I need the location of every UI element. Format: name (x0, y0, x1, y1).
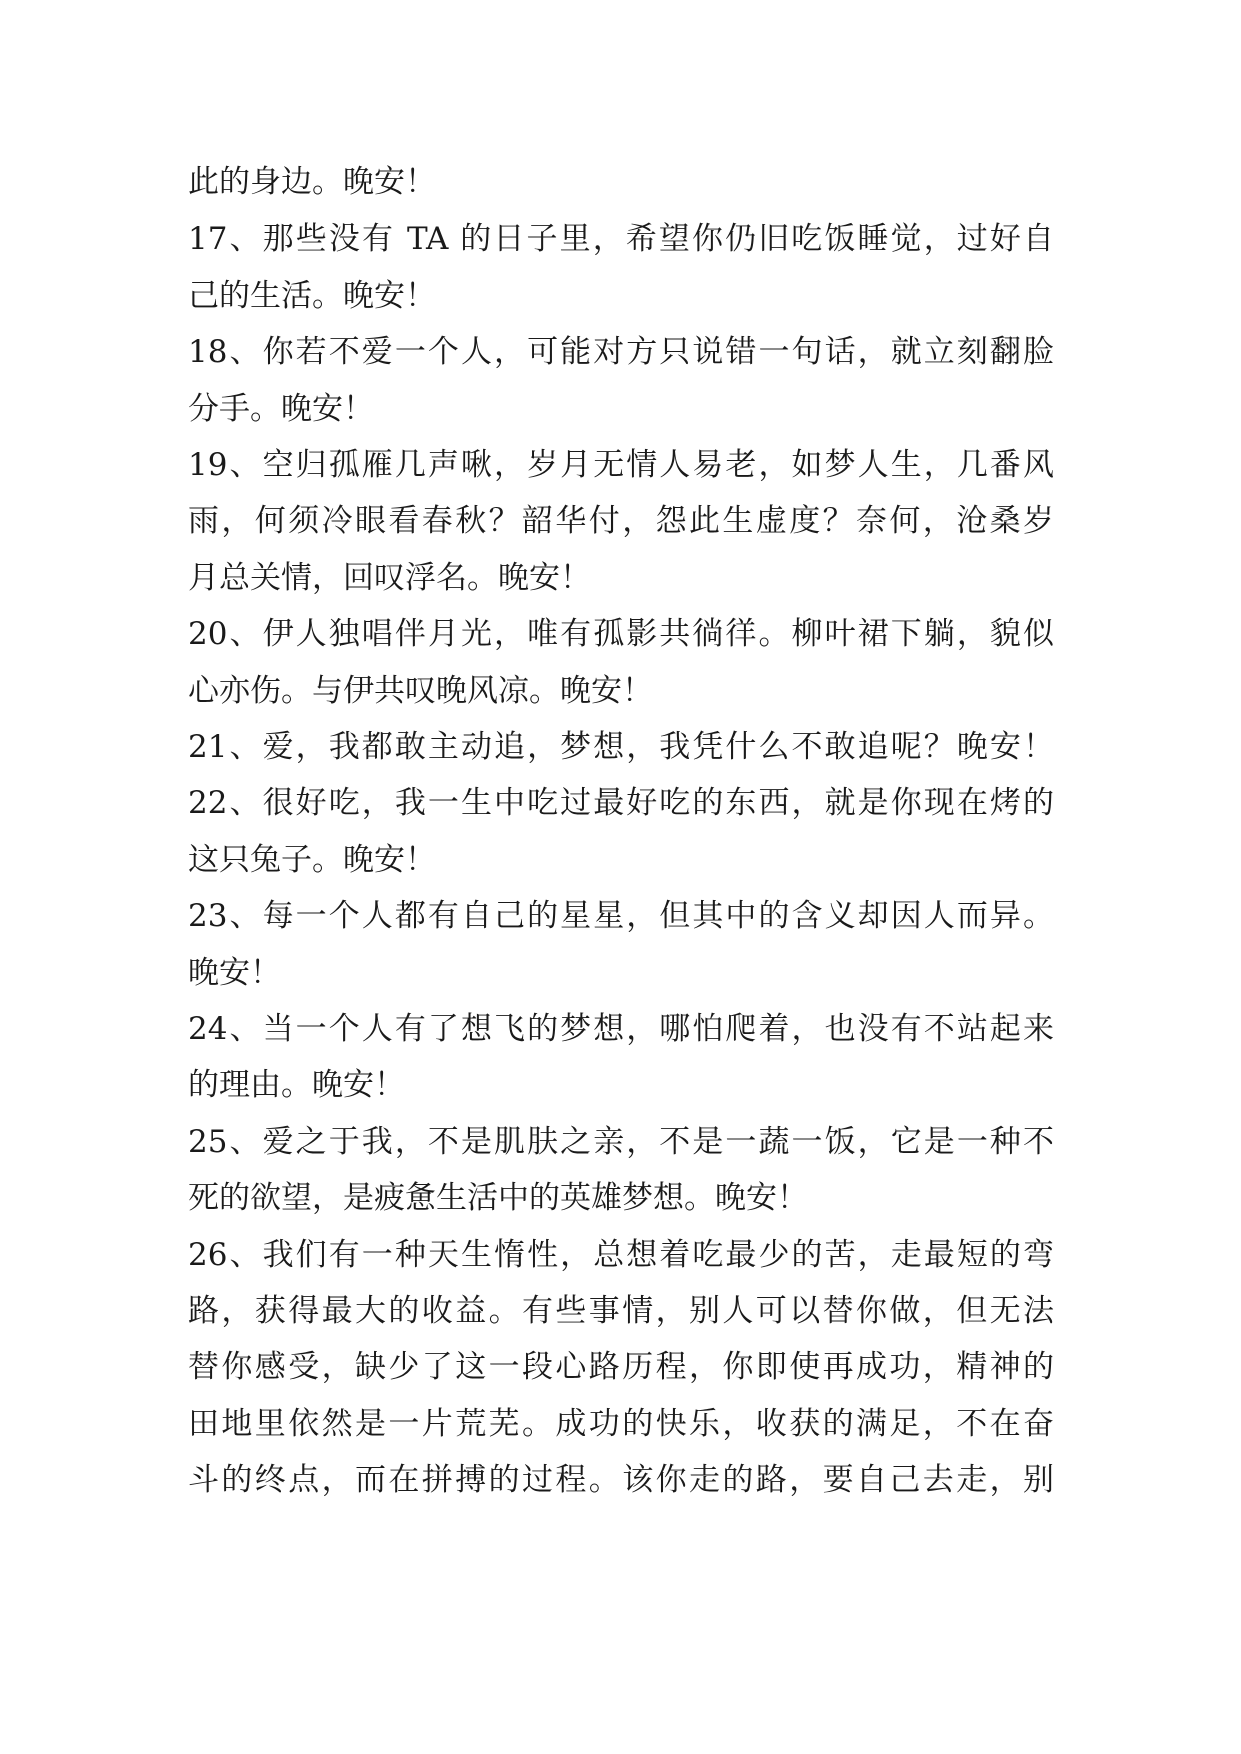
text-line: 月总关情，回叹浮名。晚安！ (188, 560, 591, 596)
text-line: 此的身边。晚安！ (188, 164, 436, 200)
text-line: 26、我们有一种天生惰性，总想着吃最少的苦，走最短的弯 (188, 1237, 1054, 1273)
text-line: 23、每一个人都有自己的星星，但其中的含义却因人而异。 (188, 898, 1054, 934)
text-line: 替你感受，缺少了这一段心路历程，你即使再成功，精神的 (188, 1349, 1054, 1385)
text-line: 21、爱，我都敢主动追，梦想，我凭什么不敢追呢？晚安！ (188, 729, 1054, 765)
text-line: 19、空归孤雁几声啾，岁月无情人易老，如梦人生，几番风 (188, 447, 1054, 483)
text-line: 这只兔子。晚安！ (188, 842, 436, 878)
text-line: 22、很好吃，我一生中吃过最好吃的东西，就是你现在烤的 (188, 785, 1054, 821)
text-line: 晚安！ (188, 955, 281, 991)
text-line: 18、你若不爱一个人，可能对方只说错一句话，就立刻翻脸 (188, 334, 1054, 370)
text-line: 24、当一个人有了想飞的梦想，哪怕爬着，也没有不站起来 (188, 1011, 1054, 1047)
text-line: 田地里依然是一片荒芜。成功的快乐，收获的满足，不在奋 (188, 1406, 1054, 1442)
text-line: 25、爱之于我，不是肌肤之亲，不是一蔬一饭，它是一种不 (188, 1124, 1054, 1160)
text-line: 己的生活。晚安！ (188, 278, 436, 314)
text-line: 雨，何须冷眼看春秋？韶华付，怨此生虚度？奈何，沧桑岁 (188, 503, 1054, 539)
text-line: 心亦伤。与伊共叹晚风凉。晚安！ (188, 673, 653, 709)
text-line: 分手。晚安！ (188, 391, 374, 427)
text-line: 路，获得最大的收益。有些事情，别人可以替你做，但无法 (188, 1293, 1054, 1329)
text-line: 斗的终点，而在拼搏的过程。该你走的路，要自己去走，别 (188, 1462, 1054, 1498)
text-line: 20、伊人独唱伴月光，唯有孤影共徜徉。柳叶裙下躺，貌似 (188, 616, 1054, 652)
text-line: 的理由。晚安！ (188, 1067, 405, 1103)
text-line: 17、那些没有 TA 的日子里，希望你仍旧吃饭睡觉，过好自 (188, 221, 1054, 257)
text-line: 死的欲望，是疲惫生活中的英雄梦想。晚安！ (188, 1180, 808, 1216)
